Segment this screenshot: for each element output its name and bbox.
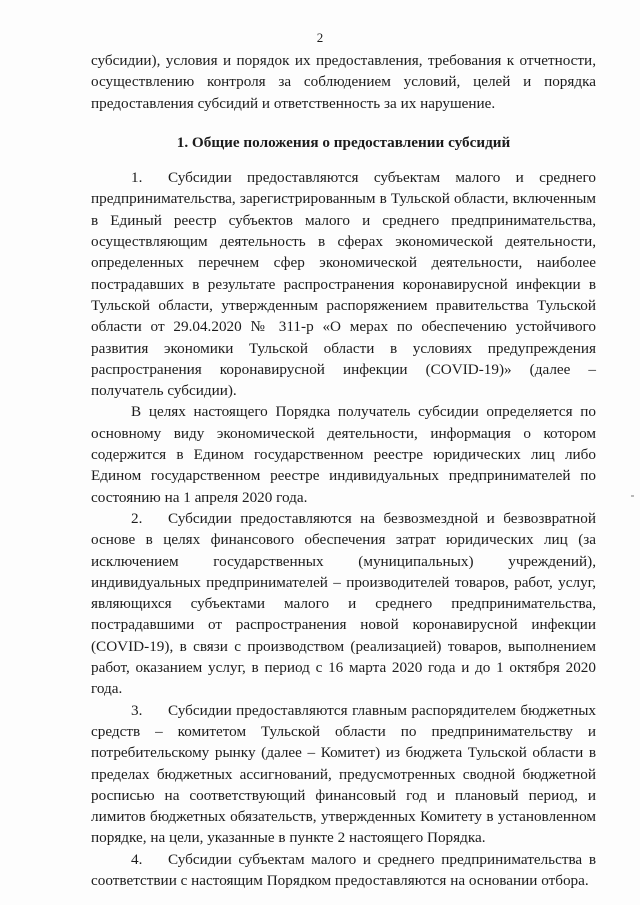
intro-paragraph: субсидии), условия и порядок их предоставления, требования к отчетности, осуществлению контроля за соблюдением условий, целей и порядка предоставления субсидий и ответственность за их нарушение. <box>91 52 596 112</box>
clause-2 <box>91 508 596 700</box>
clause-4 <box>91 849 596 892</box>
clause-1-note: В целях настоящего Порядка получатель субсидии определяется по основному виду экономической деятельности, информация о котором содержится в Едином государственном реестре юридических лиц либо Едином государственном реестре индивидуальных предпринимателей по состоянию на 1 апреля 2020 года. <box>91 403 596 506</box>
clause-number: 4. <box>131 850 143 868</box>
clause-text: Субсидии предоставляются субъектам малого и среднего предпринимательства, зарегистрированным в Тульской области, включенным в Единый реестр субъектов малого и среднего предпринимательства, осуществляющим деятельность в сферах экономической деятельности, определенных перечнем сфер экономической деятельности, наиболее пострадавших в результате распространения коронавирусной инфекции в Тульской области, утвержденным распоряжением правительства Тульской области от 29.04.2020 № 311-р «О мерах по обеспечению устойчивого развития экономики Тульской области в условиях предупреждения распространения коронавирусной инфекции (COVID-19)» (далее – получатель субсидии). <box>91 169 596 400</box>
clause-1 <box>91 167 596 401</box>
clause-number: 3. <box>131 701 143 719</box>
clause-number: 1. <box>131 169 143 187</box>
section-heading: 1. Общие положения о предоставлении субсидий <box>176 133 511 151</box>
page-number: 2 <box>316 30 324 45</box>
clause-text: Субсидии предоставляются на безвозмездной и безвозвратной основе в целях финансового обеспечения затрат юридических лиц (за исключением государственных (муниципальных) учреждений), индивидуальных предпринимателей – производителей товаров, работ, услуг, являющихся субъектами малого и среднего предпринимательства, пострадавшими от распространения новой коронавирусной инфекции (COVID-19), в связи с производством (реализацией) товаров, выполнением работ, оказанием услуг, в период с 16 марта 2020 года и до 1 октября 2020 года. <box>91 509 596 698</box>
document-body <box>91 50 596 891</box>
clause-text: Субсидии предоставляются главным распорядителем бюджетных средств – комитетом Тульской области по предпринимательству и потребительскому рынку (далее – Комитет) из бюджета Тульской области в пределах бюджетных ассигнований, предусмотренных сводной бюджетной росписью на соответствующий финансовый год и плановый период, и лимитов бюджетных обязательств, утвержденных Комитету в установленном порядке, на цели, указанные в пункте 2 настоящего Порядка. <box>91 701 596 847</box>
scan-mark <box>631 495 634 497</box>
clause-3 <box>91 700 596 849</box>
clause-number: 2. <box>131 509 143 527</box>
clause-text: Субсидии субъектам малого и среднего предпринимательства в соответствии с настоящим Порядком предоставляются на основании отбора. <box>91 850 596 889</box>
